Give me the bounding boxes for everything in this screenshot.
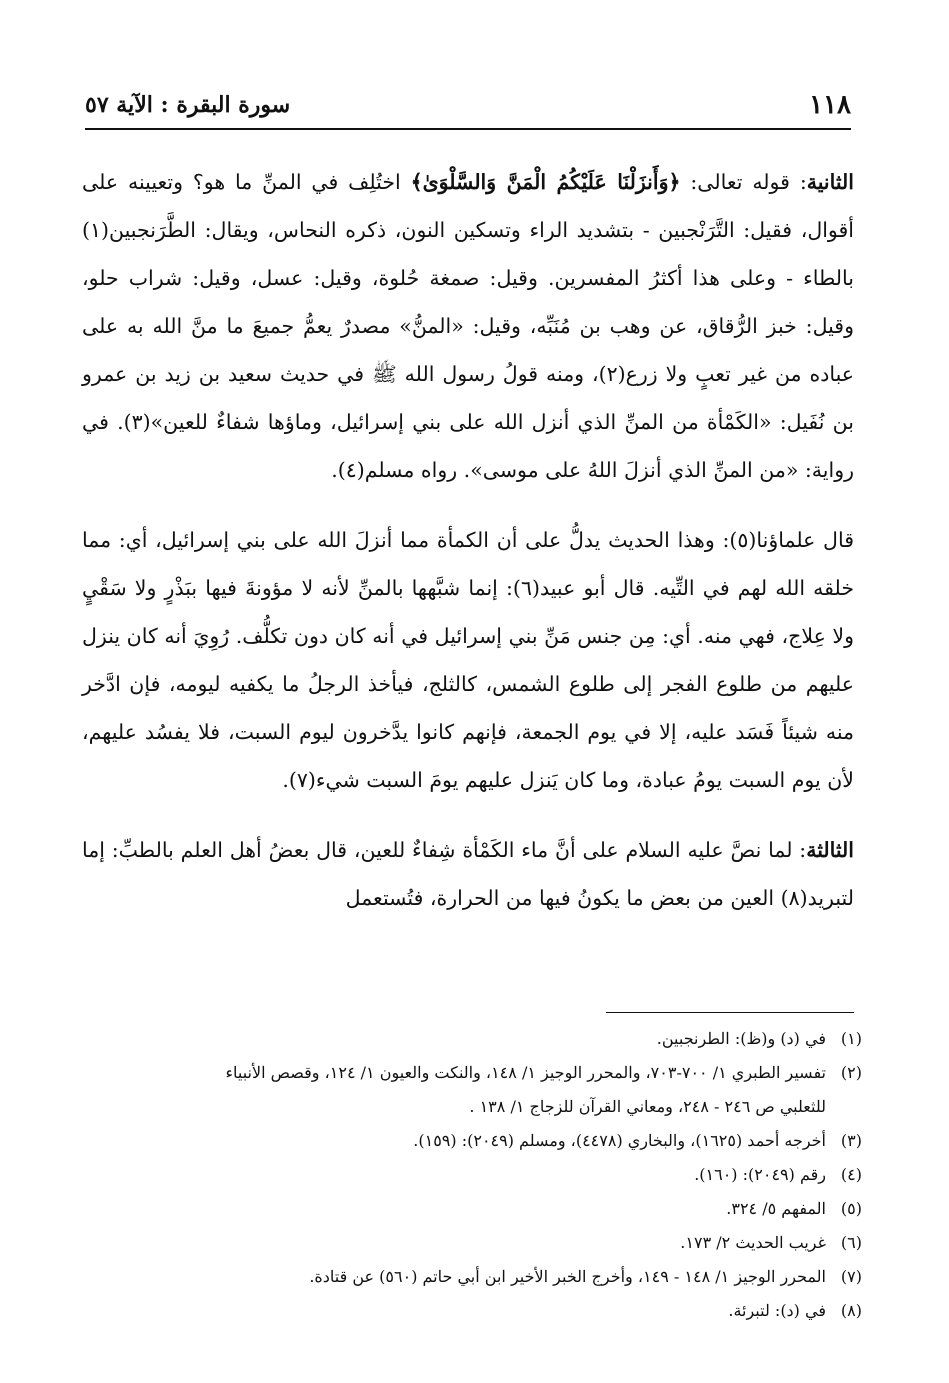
footnote-number: (٧) [840, 1267, 862, 1286]
paragraph-second [82, 158, 854, 494]
footnote-text: أخرجه أحمد (١٦٢٥)، والبخاري (٤٤٧٨)، ومسلم (٢٠٤٩): (١٥٩). [413, 1131, 826, 1150]
footnote [82, 1226, 862, 1260]
paragraph-text: : قوله تعالى: [680, 170, 807, 194]
footnote [82, 1124, 862, 1158]
footnote-text: في (د) و(ظ): الطرنجبين. [656, 1029, 826, 1048]
paragraph-third [82, 826, 854, 922]
footnote-number: (٣) [840, 1131, 862, 1150]
paragraph-text: اختُلِف في المنِّ ما هو؟ وتعيينه على أقوال، فقيل: التَّرَنْجبين - بتشديد الراء وتسكين النون، ذكره النحاس، ويقال: الطَّرَنجبين(١) بالطاء - وعلى هذا أكثرُ المفسرين. وقيل: صمغة حُلوة، وقيل: عسل، وقيل: شراب حلو، وقيل: خبز الرُّقاق، عن وهب بن مُنَبِّه، وقيل: «المنُّ» مصدرٌ يعمُّ جميعَ ما منَّ الله به على عباده من غير تعبٍ ولا زرع(٢)، ومنه قولُ رسول الله ﷺ في حديث سعيد بن زيد بن عمرو بن نُفَيل: «الكَمْأة من المنِّ الذي أنزل الله على بني إسرائيل، وماؤها شفاءٌ للعين»(٣). في رواية: «من المنِّ الذي أنزلَ اللهُ على موسى». رواه مسلم(٤). [82, 170, 854, 482]
main-text [82, 158, 854, 922]
footnote-number: (٥) [840, 1199, 862, 1218]
footnote-number: (١) [840, 1029, 862, 1048]
footnote-text: تفسير الطبري ١/ ٧٠٠-٧٠٣، والمحرر الوجيز ١/ ١٤٨، والنكت والعيون ١/ ١٢٤، وقصص الأنبياء [225, 1063, 826, 1082]
footnote-text: في (د): لتبرئة. [728, 1301, 826, 1320]
footnotes [82, 1022, 862, 1328]
running-title: سورة البقرة : الآية ٥٧ [85, 92, 291, 118]
footnote [82, 1158, 862, 1192]
paragraph-scholars [82, 516, 854, 804]
footnote [82, 1022, 862, 1056]
footnote-number: (٤) [840, 1165, 862, 1184]
footnote-number: (٨) [840, 1301, 862, 1320]
footnote-text: رقم (٢٠٤٩): (١٦٠). [694, 1165, 826, 1184]
footnote-text-continuation: للثعلبي ص ٢٤٦ - ٢٤٨، ومعاني القرآن للزجاج ١/ ١٣٨ . [469, 1097, 826, 1116]
footnote [82, 1056, 862, 1124]
paragraph-lead: الثانية [806, 170, 854, 194]
footnote-text: المفهم ٥/ ٣٢٤. [726, 1199, 826, 1218]
footnote-text: غريب الحديث ٢/ ١٧٣. [680, 1233, 826, 1252]
footnote-text: المحرر الوجيز ١/ ١٤٨ - ١٤٩، وأخرج الخبر الأخير ابن أبي حاتم (٥٦٠) عن قتادة. [309, 1267, 826, 1286]
footnote-number: (٢) [840, 1063, 862, 1082]
footnote-separator [606, 1012, 854, 1013]
footnote-text-block [82, 1056, 826, 1124]
footnote [82, 1260, 862, 1294]
paragraph-text: : لما نصَّ عليه السلام على أنَّ ماء الكَمْأة شِفاءٌ للعين، قال بعضُ أهل العلم بالطبِّ: إما لتبريد(٨) العين من بعض ما يكونُ فيها من الحرارة، فتُستعمل [82, 838, 854, 910]
footnote [82, 1192, 862, 1226]
paragraph-text: قال علماؤنا(٥): وهذا الحديث يدلُّ على أن الكمأة مما أنزلَ الله على بني إسرائيل، أي: مما خلقه الله لهم في التِّيه. قال أبو عبيد(٦): إنما شبَّهها بالمنِّ لأنه لا مؤونةَ فيها ببَذْرٍ ولا سَقْيٍ ولا عِلاج، فهي منه. أي: مِن جنس مَنِّ بني إسرائيل في أنه كان دون تكلُّف. رُوِيَ أنه كان ينزل عليهم من طلوع الفجر إلى طلوع الشمس، كالثلج، فيأخذ الرجلُ ما يكفيه ليومه، فإن ادَّخر منه شيئاً فَسَد عليه، إلا في يوم الجمعة، فإنهم كانوا يدَّخرون ليوم السبت، فلا يفسُد عليهم، لأن يوم السبت يومُ عبادة، وما كان يَنزل عليهم يومَ السبت شيء(٧). [82, 528, 854, 792]
page-number: ١١٨ [809, 90, 851, 120]
paragraph-lead: الثالثة [806, 838, 854, 862]
quran-verse: ﴿وَأَنزَلْنَا عَلَيْكُمُ الْمَنَّ وَالسَّلْوَىٰ﴾ [410, 170, 681, 194]
footnote-number: (٦) [840, 1233, 862, 1252]
footnote [82, 1294, 862, 1328]
page-header [85, 82, 851, 130]
